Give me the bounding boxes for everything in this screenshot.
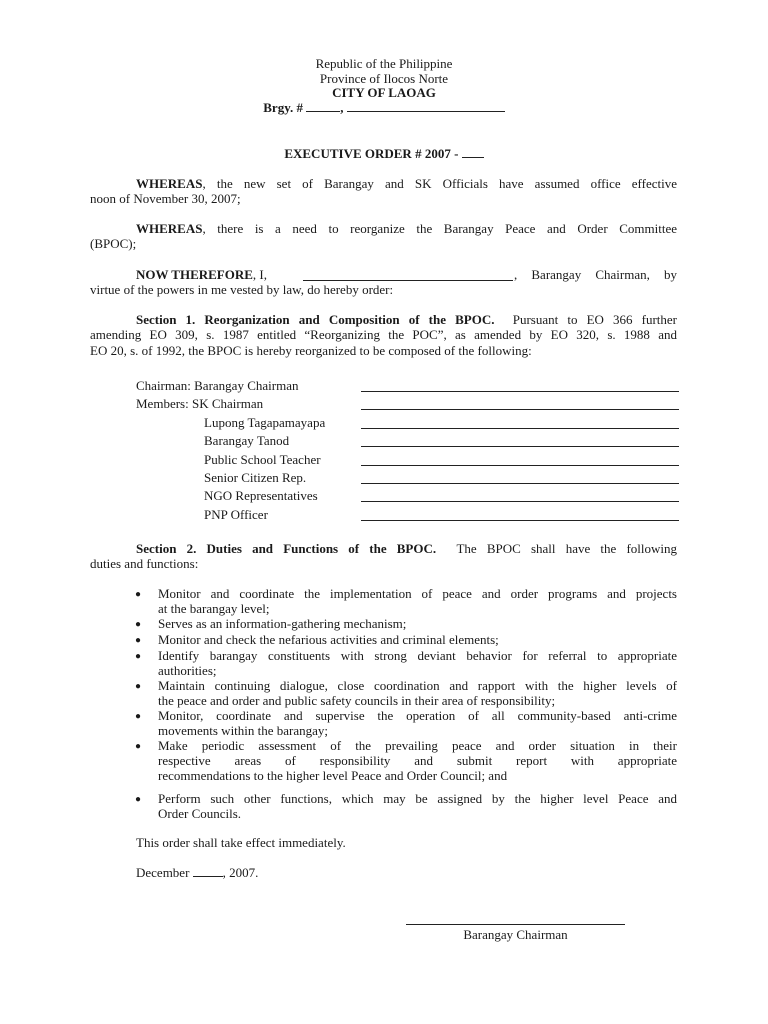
brgy-number-blank (306, 100, 340, 112)
republic-line: Republic of the Philippine (315, 56, 453, 71)
member-name-blank (361, 520, 679, 521)
bullet-icon: ● (135, 711, 142, 722)
duty-item-cont: at the barangay level; (158, 601, 270, 616)
section1-line1 (136, 312, 677, 328)
whereas2-text: , there is a need to reorganize the Barangay Peace and Order Committee (202, 221, 677, 236)
bullet-icon: ● (135, 741, 142, 752)
barangay-line (0, 100, 768, 116)
duty-item: Identify barangay constituents with strong deviant behavior for referral to appropriate (158, 648, 677, 663)
date-day-blank (193, 865, 223, 877)
whereas2-line2: (BPOC); (90, 236, 137, 251)
section2-heading: Section 2. Duties and Functions of the BPOC. (136, 541, 437, 556)
section1-line1-rest: Pursuant to EO 366 further (512, 312, 678, 327)
city-line: CITY OF LAOAG (332, 85, 436, 100)
province-line: Province of Ilocos Norte (319, 71, 449, 86)
member-row: NGO Representatives (204, 488, 318, 503)
signature-label: Barangay Chairman (463, 927, 568, 942)
now-therefore-lead: NOW THEREFORE (136, 267, 253, 282)
date-month: December (136, 865, 190, 880)
member-name-blank (361, 501, 679, 502)
bullet-icon: ● (135, 651, 142, 662)
brgy-name-blank (347, 100, 505, 112)
member-name-blank (361, 428, 679, 429)
member-row: Public School Teacher (204, 452, 321, 467)
whereas1-line1 (136, 176, 677, 192)
bullet-icon: ● (135, 635, 142, 646)
member-row: Barangay Tanod (204, 433, 290, 448)
duty-item: Monitor and coordinate the implementation of peace and order programs and projects (158, 586, 677, 601)
whereas1-text: , the new set of Barangay and SK Officials have assumed office effective (202, 176, 677, 191)
member-prefix: Chairman: (136, 378, 191, 393)
title-text: EXECUTIVE ORDER # 2007 - (284, 146, 459, 161)
member-name-blank (361, 409, 679, 410)
section2-line1-rest: The BPOC shall have the following (456, 541, 677, 556)
date-line (136, 865, 258, 881)
member-role: SK Chairman (191, 396, 264, 411)
member-name-blank (361, 391, 679, 392)
whereas2-line1 (136, 221, 677, 237)
duty-item-cont: authorities; (158, 663, 217, 678)
member-row: Lupong Tagapamayapa (204, 415, 326, 430)
member-row: Senior Citizen Rep. (204, 470, 307, 485)
duty-item-cont: Order Councils. (158, 806, 242, 821)
bullet-icon: ● (135, 589, 142, 600)
member-row (136, 378, 298, 394)
member-prefix: Members: (136, 396, 189, 411)
section2-line1 (136, 541, 677, 557)
duty-item: Maintain continuing dialogue, close coordination and rapport with the higher levels of (158, 678, 677, 693)
section2-line2: duties and functions: (90, 556, 199, 571)
effect-statement: This order shall take effect immediately. (136, 835, 346, 850)
now-therefore-post: , Barangay Chairman, by (514, 267, 677, 282)
duty-item-cont: the peace and order and public safety councils in their area of responsibility; (158, 693, 556, 708)
now-therefore-line2: virtue of the powers in me vested by law, do hereby order: (90, 282, 394, 297)
chairman-name-blank (303, 280, 513, 281)
bullet-icon: ● (135, 681, 142, 692)
brgy-label: Brgy. # (263, 100, 303, 115)
date-year: , 2007. (222, 865, 259, 880)
bullet-icon: ● (135, 619, 142, 630)
member-row: PNP Officer (204, 507, 268, 522)
member-name-blank (361, 465, 679, 466)
whereas1-line2: noon of November 30, 2007; (90, 191, 241, 206)
duty-item-cont: recommendations to the higher level Peace and Order Council; and (158, 768, 508, 783)
bullet-icon: ● (135, 794, 142, 805)
section1-heading: Section 1. Reorganization and Composition of the BPOC. (136, 312, 495, 327)
duty-item: Serves as an information-gathering mechanism; (158, 616, 407, 631)
member-name-blank (361, 446, 679, 447)
member-row (136, 396, 263, 412)
whereas1-lead: WHEREAS (136, 176, 203, 191)
section1-line3: EO 20, s. of 1992, the BPOC is hereby reorganized to be composed of the following: (90, 343, 532, 358)
duty-item: Perform such other functions, which may be assigned by the higher level Peace and (158, 791, 677, 806)
duty-item: Make periodic assessment of the prevailing peace and order situation in their (158, 738, 677, 753)
brgy-separator: , (340, 100, 344, 115)
document-title (0, 146, 768, 162)
member-name-blank (361, 483, 679, 484)
signature-line (406, 924, 625, 925)
whereas2-lead: WHEREAS (136, 221, 203, 236)
duty-item: Monitor and check the nefarious activities and criminal elements; (158, 632, 499, 647)
now-therefore-pre: , I, (252, 267, 267, 282)
member-role: Barangay Chairman (194, 378, 299, 393)
duty-item-cont: respective areas of responsibility and submit report with appropriate (158, 753, 677, 768)
section1-line2: amending EO 309, s. 1987 entitled “Reorganizing the POC”, as amended by EO 320, s. 1988 and (90, 327, 677, 342)
order-number-blank (462, 146, 484, 158)
duty-item-cont: movements within the barangay; (158, 723, 329, 738)
now-therefore-line1 (136, 267, 267, 283)
duty-item: Monitor, coordinate and supervise the operation of all community-based anti-crime (158, 708, 677, 723)
